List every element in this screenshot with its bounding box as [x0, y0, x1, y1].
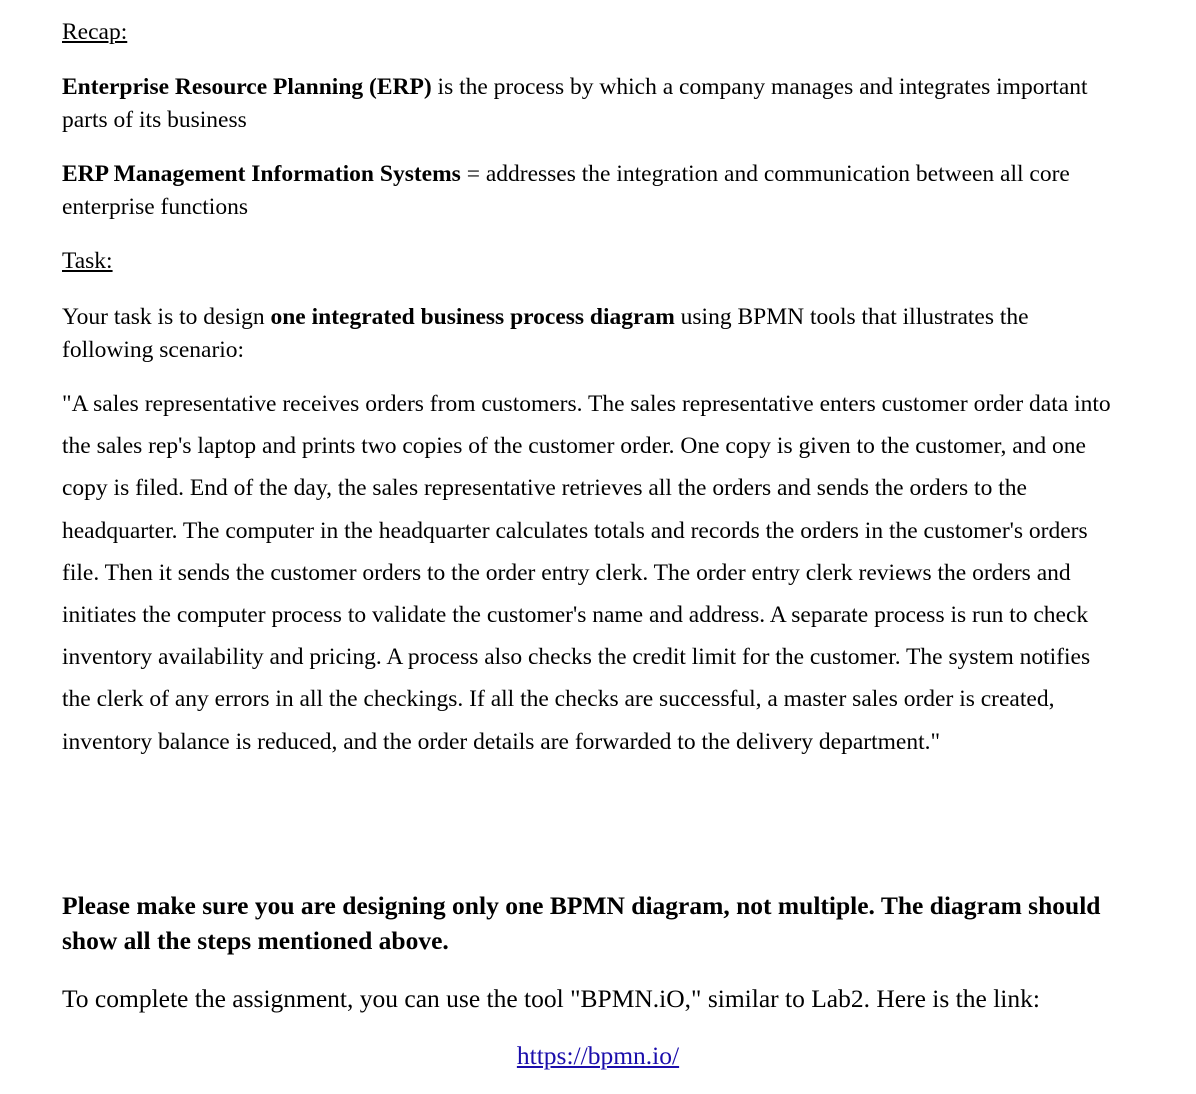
mis-definition-paragraph — [62, 158, 1122, 224]
notice-paragraph: Please make sure you are designing only one BPMN diagram, not multiple. The diagram should show all the steps mentioned above. — [62, 891, 1101, 955]
erp-definition-paragraph — [62, 71, 1122, 137]
bpmn-io-link[interactable]: https://bpmn.io/ — [516, 1041, 680, 1070]
link-container — [62, 1038, 1134, 1073]
task-intro-paragraph — [62, 301, 1122, 367]
task-intro-bold: one integrated business process diagram — [270, 304, 675, 330]
mis-definition-text: = addresses the integration and communication between all core enterprise functions — [62, 161, 1070, 220]
task-heading: Task: — [62, 248, 113, 274]
task-intro-before: Your task is to design — [62, 304, 271, 330]
recap-heading: Recap: — [62, 19, 128, 45]
mis-term: ERP Management Information Systems — [62, 161, 461, 187]
task-intro-after: using BPMN tools that illustrates the following scenario: — [62, 304, 1029, 363]
erp-definition-text: is the process by which a company manages and integrates important parts of its business — [62, 74, 1088, 133]
erp-term: Enterprise Resource Planning (ERP) — [62, 74, 432, 100]
scenario-paragraph: "A sales representative receives orders from customers. The sales representative enters customer order data into the sales rep's laptop and prints two copies of the customer order. One copy is given to the customer, and one copy is filed. End of the day, the sales representative retrieves all the orders and sends the orders to the headquarter. The computer in the headquarter calculates totals and records the orders in the customer's orders file. Then it sends the customer orders to the order entry clerk. The order entry clerk reviews the orders and initiates the computer process to validate the customer's name and address. A separate process is run to check inventory availability and pricing. A process also checks the credit limit for the customer. The system notifies the clerk of any errors in all the checkings. If all the checks are successful, a master sales order is created, inventory balance is reduced, and the order details are forwarded to the delivery department." — [62, 391, 1111, 755]
instructions-paragraph: To complete the assignment, you can use the tool "BPMN.iO," similar to Lab2. Here is the link: — [62, 984, 1040, 1013]
